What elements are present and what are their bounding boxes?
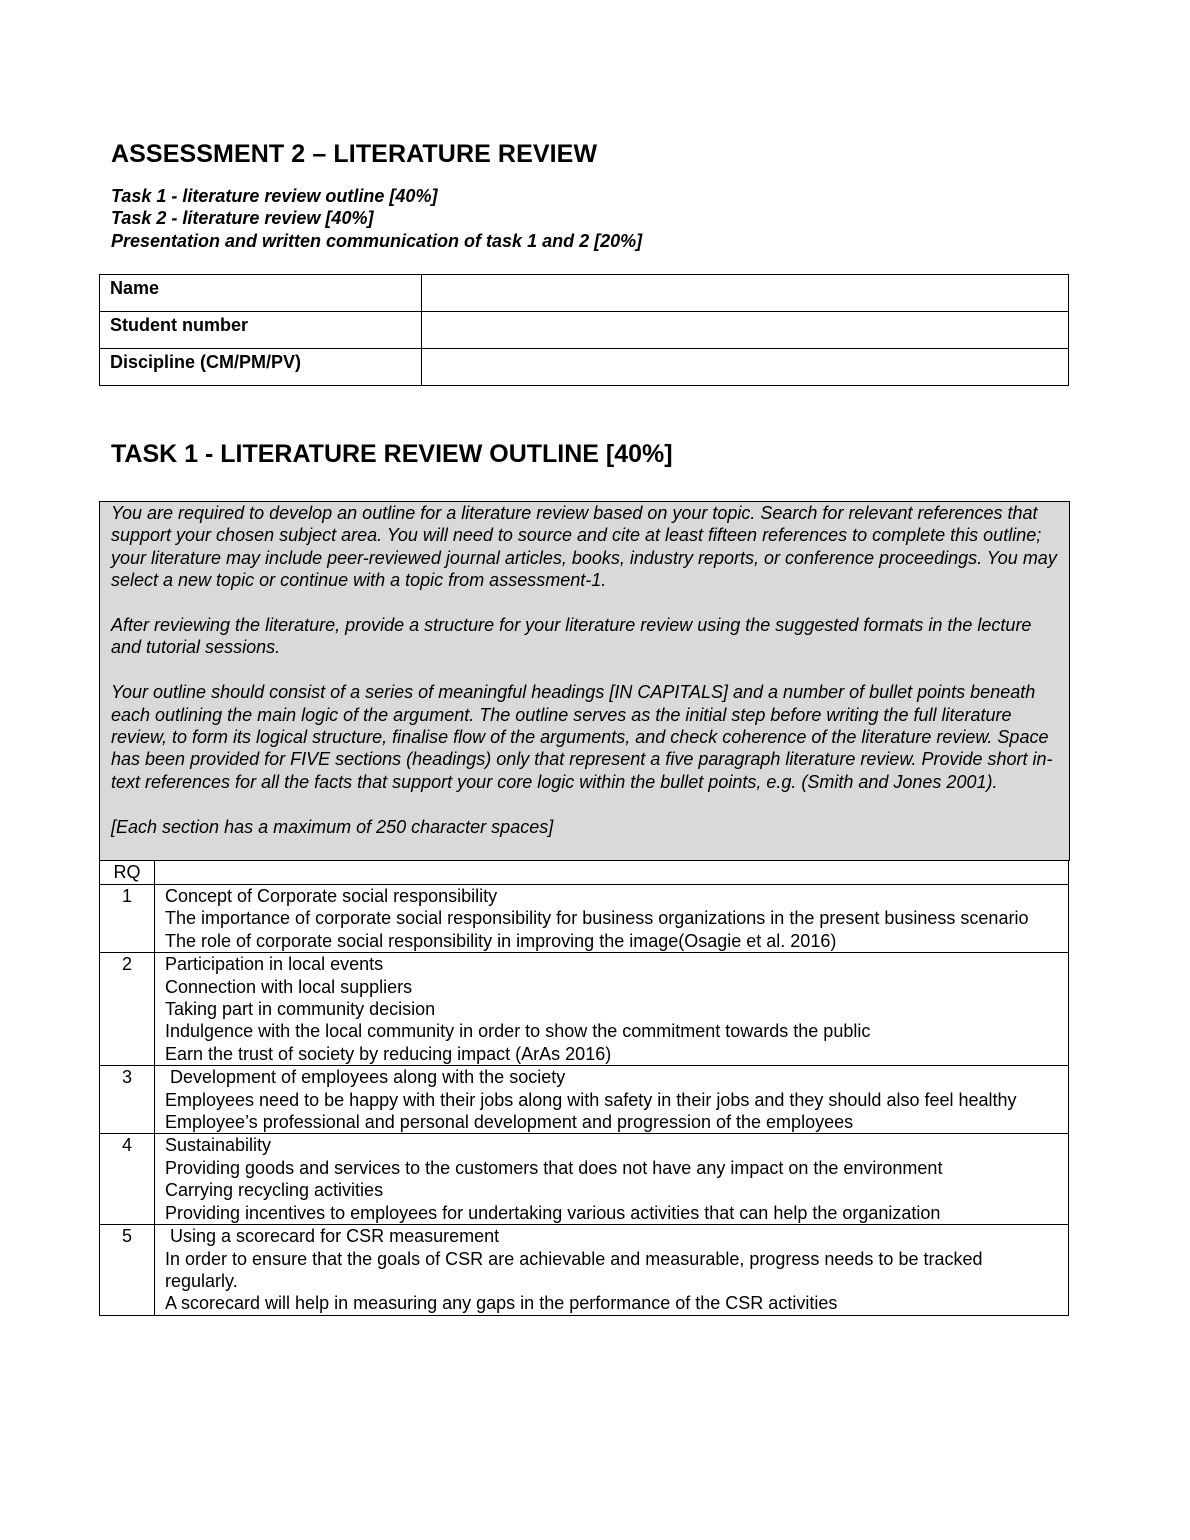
section-line: A scorecard will help in measuring any gaps in the performance of the CSR activities — [165, 1293, 838, 1314]
rq-header-empty — [155, 861, 1069, 885]
table-row — [100, 1134, 1069, 1225]
section-content[interactable] — [155, 1225, 1069, 1316]
section-line: Sustainability — [165, 1135, 272, 1156]
section-line: Providing incentives to employees for undertaking various activities that can help the organization — [165, 1202, 941, 1223]
instruction-paragraph: You are required to develop an outline for a literature review based on your topic. Search for relevant references that support your chosen subject area. You will need to source and cite at least fifteen references to complete this outline; your literature may include peer-reviewed journal articles, books, industry reports, or conference proceedings. You may select a new topic or continue with a topic from assessment-1. — [111, 503, 1057, 591]
task-weighting-line: Task 2 - literature review [40%] — [111, 208, 374, 229]
student-number-label: Student number — [100, 312, 422, 349]
name-label: Name — [100, 275, 422, 312]
section-number: 4 — [100, 1134, 155, 1225]
section-line: Taking part in community decision — [165, 999, 436, 1020]
section-line: Concept of Corporate social responsibility — [165, 886, 498, 906]
document-title: ASSESSMENT 2 – LITERATURE REVIEW — [111, 140, 598, 168]
section-line: Development of employees along with the society — [165, 1067, 566, 1088]
outline-table — [99, 860, 1069, 1316]
section-line: In order to ensure that the goals of CSR are achievable and measurable, progress needs to be tracked regularly. — [165, 1248, 983, 1291]
section-content[interactable] — [155, 953, 1069, 1066]
table-row — [100, 349, 1069, 386]
name-field[interactable] — [422, 275, 1069, 312]
instruction-paragraph: After reviewing the literature, provide a structure for your literature review using the suggested formats in the lecture and tutorial sessions. — [111, 615, 1032, 658]
section-line: The importance of corporate social responsibility for business organizations in the present business scenario — [165, 908, 1029, 929]
section-line: Employee’s professional and personal development and progression of the employees — [165, 1112, 854, 1133]
instruction-paragraph: Your outline should consist of a series of meaningful headings [IN CAPITALS] and a number of bullet points beneath each outlining the main logic of the argument. The outline serves as the initial step before writing the full literature review, to form its logical structure, finalise flow of the arguments, and check coherence of the literature review. Space has been provided for FIVE sections (headings) only that represent a five paragraph literature review. Provide short in-text references for all the facts that support your core logic within the bullet points, e.g. (Smith and Jones 2001). — [111, 682, 1053, 792]
section-line: Using a scorecard for CSR measurement — [165, 1226, 500, 1247]
table-row — [100, 1066, 1069, 1134]
student-number-field[interactable] — [422, 312, 1069, 349]
task-weighting-line: Presentation and written communication of task 1 and 2 [20%] — [111, 230, 643, 251]
section-content[interactable] — [155, 1134, 1069, 1225]
section-number: 3 — [100, 1066, 155, 1134]
discipline-label: Discipline (CM/PM/PV) — [100, 349, 422, 386]
section-content[interactable] — [155, 1066, 1069, 1134]
table-row — [100, 275, 1069, 312]
instruction-paragraph: [Each section has a maximum of 250 character spaces] — [111, 816, 554, 837]
section-line: Carrying recycling activities — [165, 1180, 384, 1201]
section-line: Participation in local events — [165, 954, 384, 975]
section-line: Providing goods and services to the customers that does not have any impact on the environment — [165, 1157, 943, 1178]
section-content[interactable] — [155, 885, 1069, 953]
table-row — [100, 1225, 1069, 1316]
section-line: Earn the trust of society by reducing impact (ArAs 2016) — [165, 1043, 612, 1064]
task-weighting-line: Task 1 - literature review outline [40%] — [111, 186, 438, 206]
student-info-table — [99, 274, 1069, 386]
discipline-field[interactable] — [422, 349, 1069, 386]
table-row — [100, 312, 1069, 349]
table-row — [100, 953, 1069, 1066]
task-weightings — [111, 185, 642, 252]
table-header-row — [100, 861, 1069, 885]
section-number: 2 — [100, 953, 155, 1066]
section-line: Indulgence with the local community in order to show the commitment towards the public — [165, 1021, 871, 1042]
section-line: Connection with local suppliers — [165, 976, 413, 997]
table-row — [100, 885, 1069, 953]
section-number: 1 — [100, 885, 155, 953]
rq-header: RQ — [100, 861, 155, 885]
section-line: The role of corporate social responsibility in improving the image(Osagie et al. 2016) — [165, 930, 837, 951]
section-number: 5 — [100, 1225, 155, 1316]
task1-heading: TASK 1 - LITERATURE REVIEW OUTLINE [40%] — [111, 440, 673, 468]
instructions-box — [99, 501, 1070, 861]
section-line: Employees need to be happy with their jobs along with safety in their jobs and they should also feel healthy — [165, 1089, 1017, 1110]
